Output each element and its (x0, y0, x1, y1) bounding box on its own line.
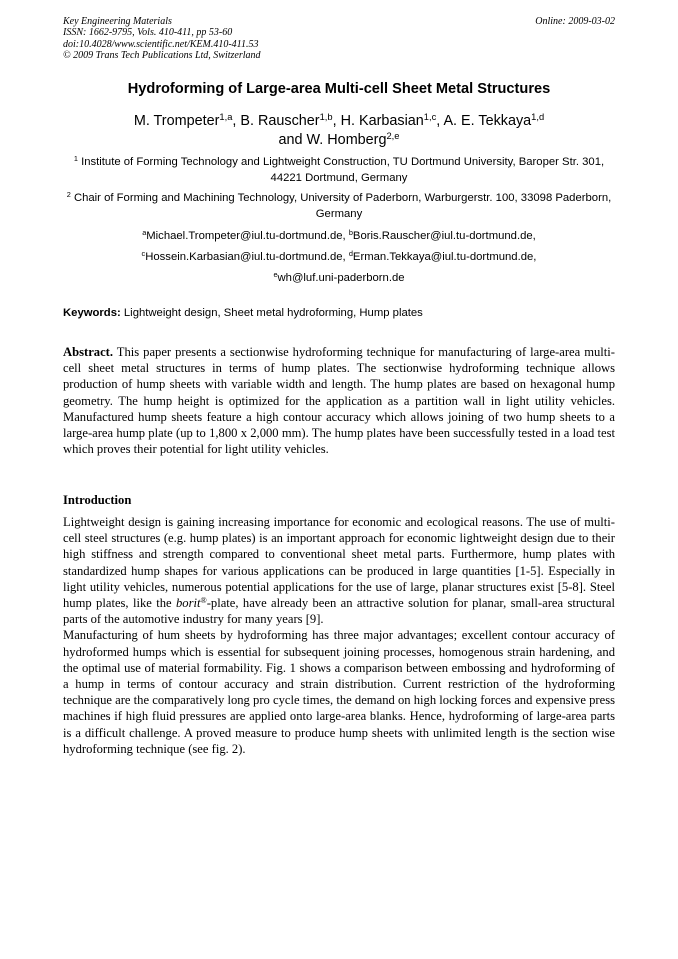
email-line-3 (63, 271, 615, 285)
affiliation-number: 2 (66, 190, 71, 200)
paper-title: Hydroforming of Large-area Multi-cell Sheet Metal Structures (127, 81, 551, 97)
online-date: Online: 2009-03-02 (535, 16, 615, 27)
email-mark: b (348, 228, 353, 238)
abstract-text: This paper presents a sectionwise hydroforming technique for manufacturing of large-area multi-cell sheet metal structures in terms of hump plates. The sectionwise hydroforming technique allows production of hump sheets with variable width and length. The hump plates are based on hexagonal hump geometry. The hump height is optimized for the application as a partition wall in light utility vehicles. Manufactured hump sheets feature a high contour accuracy which allows joining of two hump sheets to a large-area hump plate (up to 1,800 x 2,000 mm). The hump plates have been successfully tested in a load test which proves their potential for light utility vehicles. (63, 345, 615, 457)
affiliation-2 (63, 191, 615, 222)
affiliation-text: Institute of Forming Technology and Lightweight Construction, TU Dortmund University, Baroper Str. 301, 44221 Dortmund, Germany (77, 156, 605, 184)
email-mark: e (273, 270, 278, 280)
email-address[interactable]: Boris.Rauscher@iul.tu-dortmund.de, (352, 230, 536, 242)
author-affiliation-mark: 1,c (423, 112, 437, 123)
keywords-text: Lightweight design, Sheet metal hydroforming, Hump plates (120, 307, 423, 319)
author-affiliation-mark: 1,b (319, 112, 333, 123)
abstract-label: Abstract. (63, 345, 114, 359)
journal-name: Key Engineering Materials (63, 16, 172, 27)
email-address[interactable]: wh@luf.uni-paderborn.de (277, 272, 405, 284)
paragraph: Manufacturing of hum sheets by hydroforming has three major advantages; excellent contour accuracy of hydroformed humps which is essential for subsequent joining processes, homogenous strain hardening, and the optimal use of material formability. Fig. 1 shows a comparison between embossing and hydroforming of a hump in terms of contour accuracy and strain distribution. Current restriction of the hydroforming technique are the comparatively long pro cycle times, the demand on high locking forces and expensive press machines if high fluid pressures are applied onto large-area blanks. Hence, hydroforming of large-area parts is a difficult challenge. A proved measure to produce hump sheets with unlimited length is the section wise hydroforming technique (see fig. 2). (63, 628, 615, 756)
affiliation-number: 1 (73, 154, 78, 164)
author-affiliation-mark: 1,d (531, 112, 545, 123)
email-mark: d (348, 249, 353, 259)
author-name: , B. Rauscher (232, 113, 320, 129)
author-list (63, 112, 615, 150)
paragraph-text: -plate, have already been an attractive solution for planar, small-area structural parts of the automotive industry for many years [9]. (63, 596, 615, 627)
author-name: , H. Karbasian (332, 113, 424, 129)
email-address[interactable]: Michael.Trompeter@iul.tu-dortmund.de, (146, 230, 349, 242)
author-name: M. Trompeter (133, 113, 220, 129)
author-affiliation-mark: 2,e (386, 131, 400, 142)
introduction-body (63, 514, 615, 757)
email-address[interactable]: Erman.Tekkaya@iul.tu-dortmund.de, (352, 251, 537, 263)
keywords (63, 306, 615, 321)
registered-mark: ® (200, 595, 207, 605)
copyright-line: © 2009 Trans Tech Publications Ltd, Switzerland (63, 50, 261, 62)
author-affiliation-mark: 1,a (219, 112, 233, 123)
abstract (63, 344, 615, 457)
email-mark: a (142, 228, 147, 238)
brand-name: borit (175, 596, 201, 611)
section-heading-introduction: Introduction (63, 493, 132, 507)
email-line-1 (63, 229, 615, 243)
email-line-2 (63, 250, 615, 264)
affiliation-text: Chair of Forming and Machining Technology, University of Paderborn, Warburgerstr. 100, 33098 Paderborn, Germany (70, 192, 612, 220)
email-address[interactable]: Hossein.Karbasian@iul.tu-dortmund.de, (145, 251, 349, 263)
doi-line: doi:10.4028/www.scientific.net/KEM.410-411.53 (63, 38, 259, 50)
journal-header (63, 16, 615, 62)
paragraph-text: Lightweight design is gaining increasing importance for economic and ecological reasons. The use of multi-cell steel structures (e.g. hump plates) is an important approach for economic lightweight design due to their high stiffness and strength compared to conventional sheet metal parts. Furthermore, hump plates with standardized hump shapes for various applications can be produced in large quantities [1-5]. Especially in light utility vehicles, numerous potential applications for the use of large, planar structures exist [5-8]. Steel hump plates, like the (63, 515, 615, 611)
paragraph (63, 514, 615, 627)
affiliation-1 (63, 155, 615, 186)
author-name: , A. E. Tekkaya (436, 113, 532, 129)
issn-line: ISSN: 1662-9795, Vols. 410-411, pp 53-60 (63, 27, 233, 39)
author-name: and W. Homberg (278, 132, 387, 148)
email-mark: c (141, 249, 146, 259)
keywords-label: Keywords: (63, 307, 121, 319)
